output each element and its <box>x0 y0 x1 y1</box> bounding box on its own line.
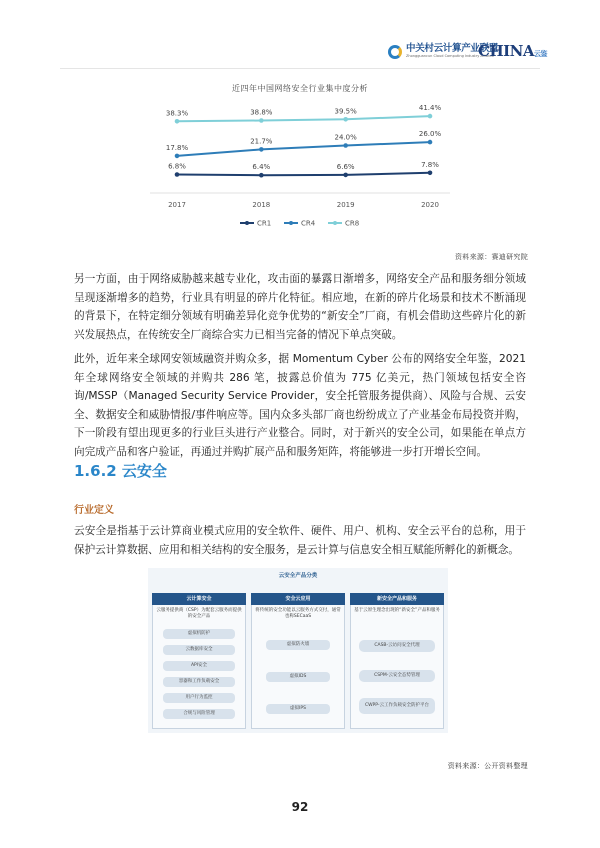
concentration-line-chart <box>150 100 450 240</box>
column-desc: 云服务提供商（CSP）为配套云服务而提供的安全产品 <box>156 608 242 619</box>
legend-marker-cr4 <box>289 221 293 225</box>
data-label-cr8: 38.3% <box>165 109 189 118</box>
diagram-item: 云数据库安全 <box>163 645 235 655</box>
diagram-item: CASB-云访问安全代理 <box>359 640 435 652</box>
cloud-security-diagram <box>148 568 448 733</box>
subsection-title: 行业定义 <box>74 505 114 516</box>
paragraph-mergers: 此外，近年来全球网安领域融资并购众多，据 Momentum Cyber 公布的网络安全年鉴，2021 年全球网络安全领域的并购共 286 笔，披露总价值为 775 亿美元，热门领域包括安全咨询/MSSP（Managed Security Service Provider，安全托管服务提供商）、风险与合规、云安全、数据安全和威胁情报/事件响应等。国内众多头部厂商也纷纷成立了产业基金布局投资并购，下一阶段有望出现更多的行业巨头进行产业整合。同时，对于新兴的安全公司，如果能在单点方向完成产品和客户验证，再通过并购扩展产品和服务矩阵，将能够进一步打开增长空间。 <box>74 353 526 458</box>
data-label-cr1: 6.4% <box>252 163 271 172</box>
data-label-cr8: 39.5% <box>334 107 357 116</box>
data-label-cr1: 7.8% <box>421 160 439 169</box>
data-label-cr4: 26.0% <box>418 130 442 139</box>
legend-marker-cr8 <box>333 221 337 225</box>
data-point-cr8 <box>175 119 180 124</box>
series-line-cr4 <box>177 142 430 156</box>
diagram-item: CSPM-云安全态势管理 <box>359 670 435 682</box>
column-desc: 基于云原生理念出现的“新安全”产品和服务 <box>354 608 440 613</box>
page-number: 92 <box>291 800 309 814</box>
diagram-item: 虚拟防火墙 <box>266 640 330 650</box>
data-label-cr4: 21.7% <box>250 137 273 146</box>
data-point-cr4 <box>343 143 348 148</box>
series-line-cr1 <box>177 173 430 175</box>
data-point-cr8 <box>343 117 348 122</box>
diagram-item: CWPP-云工作负载安全防护平台 <box>359 698 435 714</box>
paragraph-definition: 云安全是指基于云计算商业模式应用的安全软件、硬件、用户、机构、安全云平台的总称，用于保护云计算数据、应用和相关结构的安全服务，是云计算与信息安全相互赋能所孵化的新概念。 <box>74 525 526 556</box>
legend-label-cr4: CR4 <box>301 219 316 228</box>
china-logo-cn: 云鉴 <box>533 49 547 58</box>
diagram-item: 容器和工作负载安全 <box>163 677 235 687</box>
diagram-column-new-security <box>350 593 444 729</box>
series-line-cr8 <box>177 116 430 121</box>
data-point-cr1 <box>428 171 433 176</box>
paragraph-fragmentation: 另一方面，由于网络威胁越来越专业化，攻击面的暴露日渐增多，网络安全产品和服务细分领域呈现逐渐增多的趋势，行业具有明显的碎片化特征。相应地，在新的碎片化场景和技术不断涌现的背景下，在特定细分领域有明确差异化竞争优势的“新安全”厂商，有机会借助这些碎片化的新兴发展热点，在传统安全厂商综合实力已相当完备的情况下单点突破。 <box>74 273 526 341</box>
chart-title: 近四年中国网络安全行业集中度分析 <box>232 84 368 93</box>
diagram-item: API安全 <box>163 661 235 671</box>
diagram-title: 云安全产品分类 <box>278 573 318 579</box>
diagram-source: 资料来源：公开资料整理 <box>447 762 528 770</box>
data-point-cr4 <box>175 154 180 159</box>
legend-label-cr8: CR8 <box>345 219 360 228</box>
column-desc: 将传统的安全功能以云服务方式交付，通常也称SECaaS <box>255 608 341 619</box>
diagram-item: 虚拟机防护 <box>163 629 235 639</box>
diagram-item: 虚拟IPS <box>266 704 330 714</box>
x-tick-label: 2017 <box>168 201 186 209</box>
data-label-cr1: 6.6% <box>336 162 355 171</box>
header-divider <box>60 68 540 69</box>
data-label-cr8: 38.8% <box>250 108 273 117</box>
column-head: 安全云应用 <box>251 593 345 605</box>
data-point-cr4 <box>428 140 433 145</box>
china-logo <box>478 42 547 60</box>
diagram-item: 合规与风险管理 <box>163 709 235 719</box>
x-tick-label: 2019 <box>336 201 355 209</box>
data-label-cr4: 17.8% <box>165 143 189 152</box>
alliance-logo-text: 中关村云计算产业联盟 <box>406 43 499 54</box>
diagram-column-secaas <box>251 593 345 729</box>
data-point-cr1 <box>343 173 348 178</box>
china-logo-text: CHINA <box>478 42 534 60</box>
data-point-cr1 <box>175 172 180 177</box>
data-label-cr8: 41.4% <box>418 104 442 113</box>
data-point-cr8 <box>259 118 264 123</box>
diagram-item: 用户行为监控 <box>163 693 235 703</box>
data-point-cr1 <box>259 173 264 178</box>
alliance-logo-subtext: Zhongguancun Cloud Computing Industry Alliance <box>406 54 495 58</box>
diagram-column-cloud-computing-security <box>152 593 246 729</box>
data-point-cr8 <box>428 114 433 119</box>
data-label-cr1: 6.8% <box>168 162 186 171</box>
chart-source: 资料来源：赛迪研究院 <box>455 253 528 261</box>
x-tick-label: 2018 <box>252 201 271 209</box>
data-label-cr4: 24.0% <box>334 133 357 142</box>
cloud-logo-icon <box>388 45 402 59</box>
legend-label-cr1: CR1 <box>257 219 272 228</box>
x-tick-label: 2020 <box>421 201 439 209</box>
diagram-item: 虚拟IDS <box>266 672 330 682</box>
column-head: 云计算安全 <box>152 593 246 605</box>
legend-marker-cr1 <box>245 221 249 225</box>
column-head: 新安全产品和服务 <box>350 593 444 605</box>
data-point-cr4 <box>259 147 264 152</box>
section-title: 1.6.2 云安全 <box>74 462 167 480</box>
